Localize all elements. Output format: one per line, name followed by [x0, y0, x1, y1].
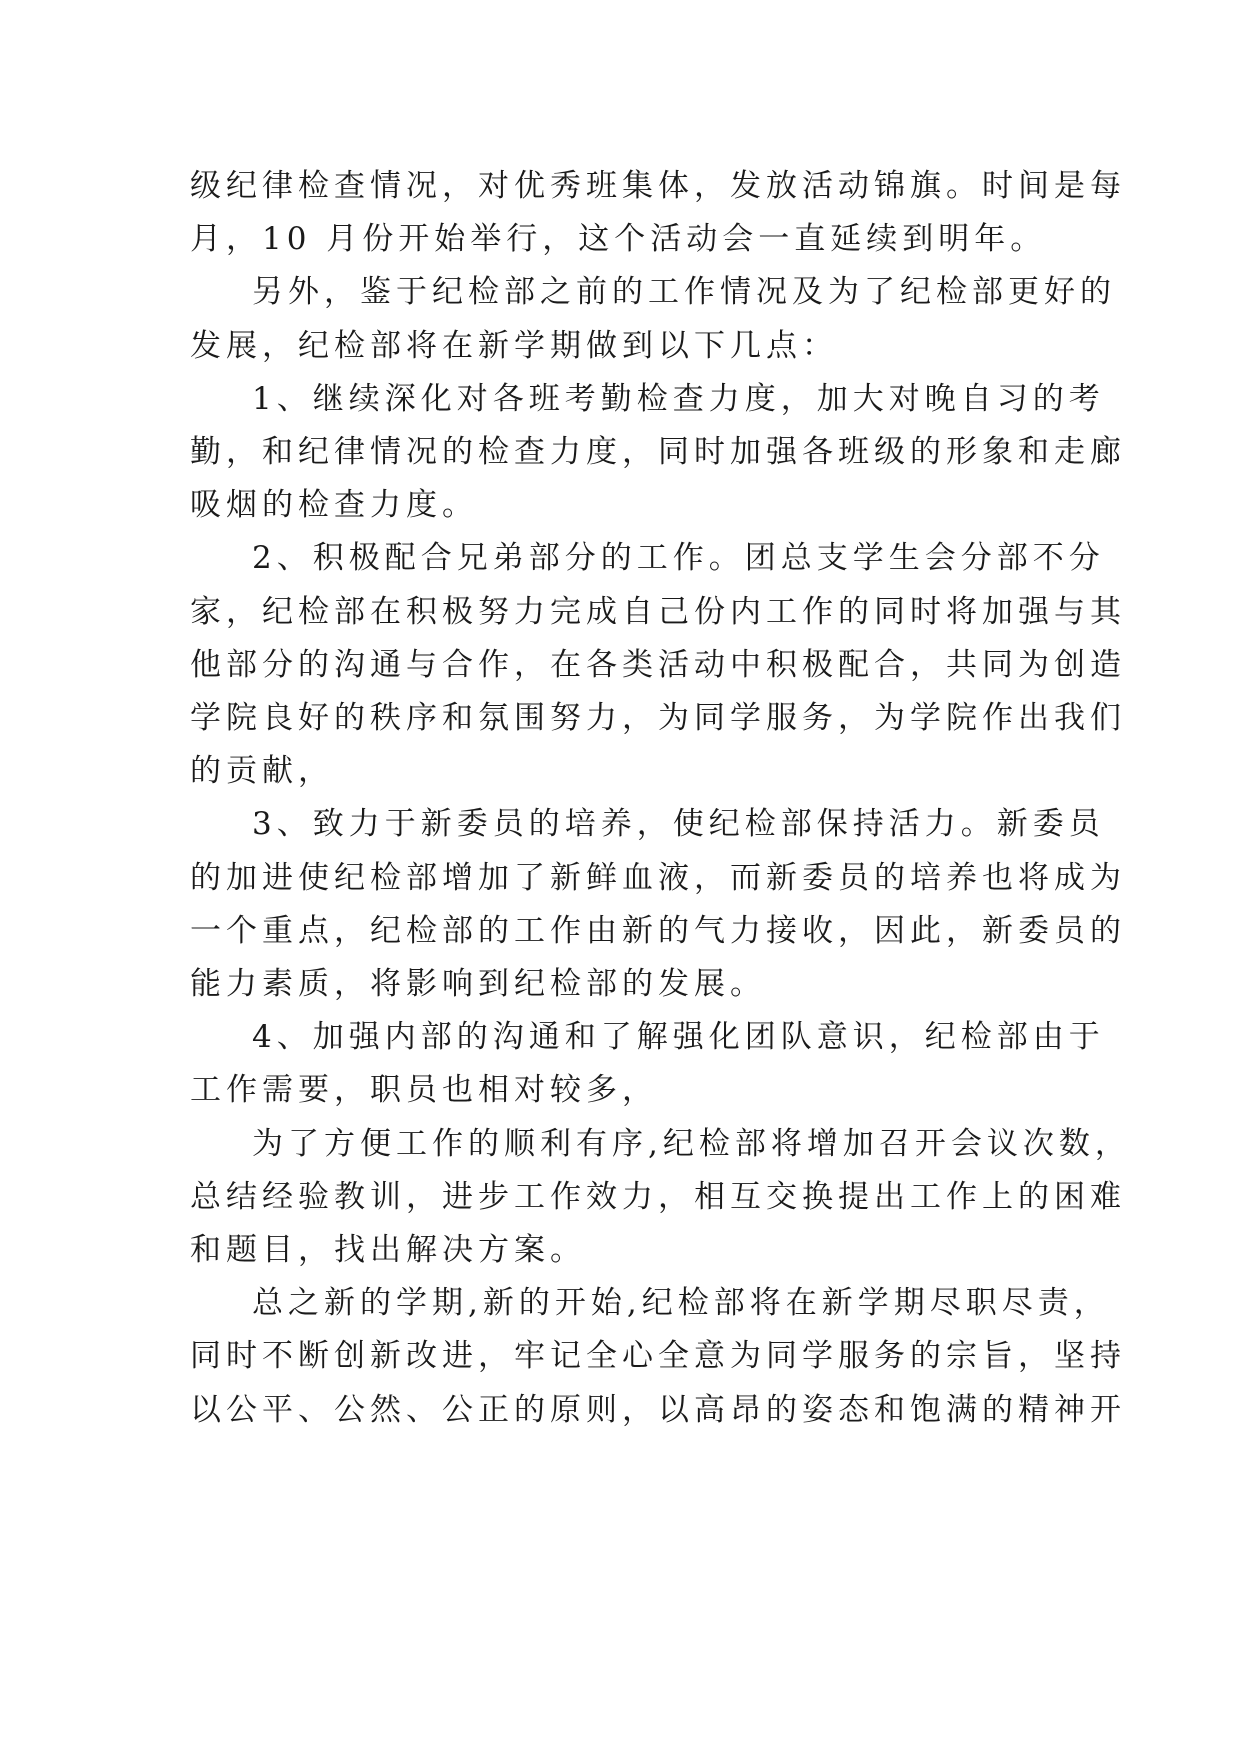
- text-line: 4、加强内部的沟通和了解强化团队意识，纪检部由于: [252, 1019, 1105, 1056]
- text-line: 他部分的沟通与合作，在各类活动中积极配合，共同为创造: [190, 646, 1126, 683]
- text-line: 的加进使纪检部增加了新鲜血液，而新委员的培养也将成为: [190, 859, 1126, 896]
- paragraph-point-4: [190, 1011, 1105, 1117]
- text-line: 另外，鉴于纪检部之前的工作情况及为了纪检部更好的: [252, 274, 1116, 311]
- text-line: 学院良好的秩序和氛围努力，为同学服务，为学院作出我们: [190, 700, 1126, 737]
- text-line: 和题目，找出解决方案。: [190, 1232, 586, 1269]
- paragraph-intro: [190, 266, 1116, 372]
- text-line: 级纪律检查情况，对优秀班集体，发放活动锦旗。时间是每: [190, 168, 1126, 204]
- paragraph-point-2: [190, 532, 1126, 798]
- paragraph-conclusion: [190, 1277, 1126, 1437]
- text-line: 的贡献，: [190, 753, 334, 790]
- text-line: 工作需要，职员也相对较多，: [190, 1072, 658, 1109]
- text-line: 发展，纪检部将在新学期做到以下几点：: [190, 327, 838, 364]
- document-body: [190, 160, 1131, 1437]
- text-line: 勤，和纪律情况的检查力度，同时加强各班级的形象和走廊: [190, 434, 1126, 471]
- text-line: 一个重点，纪检部的工作由新的气力接收，因此，新委员的: [190, 912, 1126, 949]
- text-line: 3、致力于新委员的培养，使纪检部保持活力。新委员: [252, 806, 1105, 843]
- text-line: 月，10 月份开始举行，这个活动会一直延续到明年。: [190, 221, 1047, 258]
- text-line: 以公平、公然、公正的原则，以高昂的姿态和饱满的精神开: [190, 1391, 1126, 1428]
- text-line: 总之新的学期,新的开始,纪检部将在新学期尽职尽责，: [252, 1285, 1110, 1322]
- text-line: 2、积极配合兄弟部分的工作。团总支学生会分部不分: [252, 540, 1105, 577]
- text-line: 吸烟的检查力度。: [190, 487, 478, 524]
- text-line: 能力素质，将影响到纪检部的发展。: [190, 966, 766, 1003]
- text-line: 同时不断创新改进，牢记全心全意为同学服务的宗旨，坚持: [190, 1338, 1126, 1375]
- paragraph-point-1: [190, 373, 1126, 533]
- text-line: 总结经验教训，进步工作效力，相互交换提出工作上的困难: [190, 1178, 1126, 1215]
- text-line: 家，纪检部在积极努力完成自己份内工作的同时将加强与其: [190, 593, 1126, 630]
- paragraph-continuation: [190, 160, 1126, 266]
- paragraph-meetings: [190, 1118, 1131, 1278]
- text-line: 1、继续深化对各班考勤检查力度，加大对晚自习的考: [252, 380, 1105, 417]
- paragraph-point-3: [190, 798, 1126, 1011]
- text-line: 为了方便工作的顺利有序,纪检部将增加召开会议次数，: [252, 1125, 1131, 1162]
